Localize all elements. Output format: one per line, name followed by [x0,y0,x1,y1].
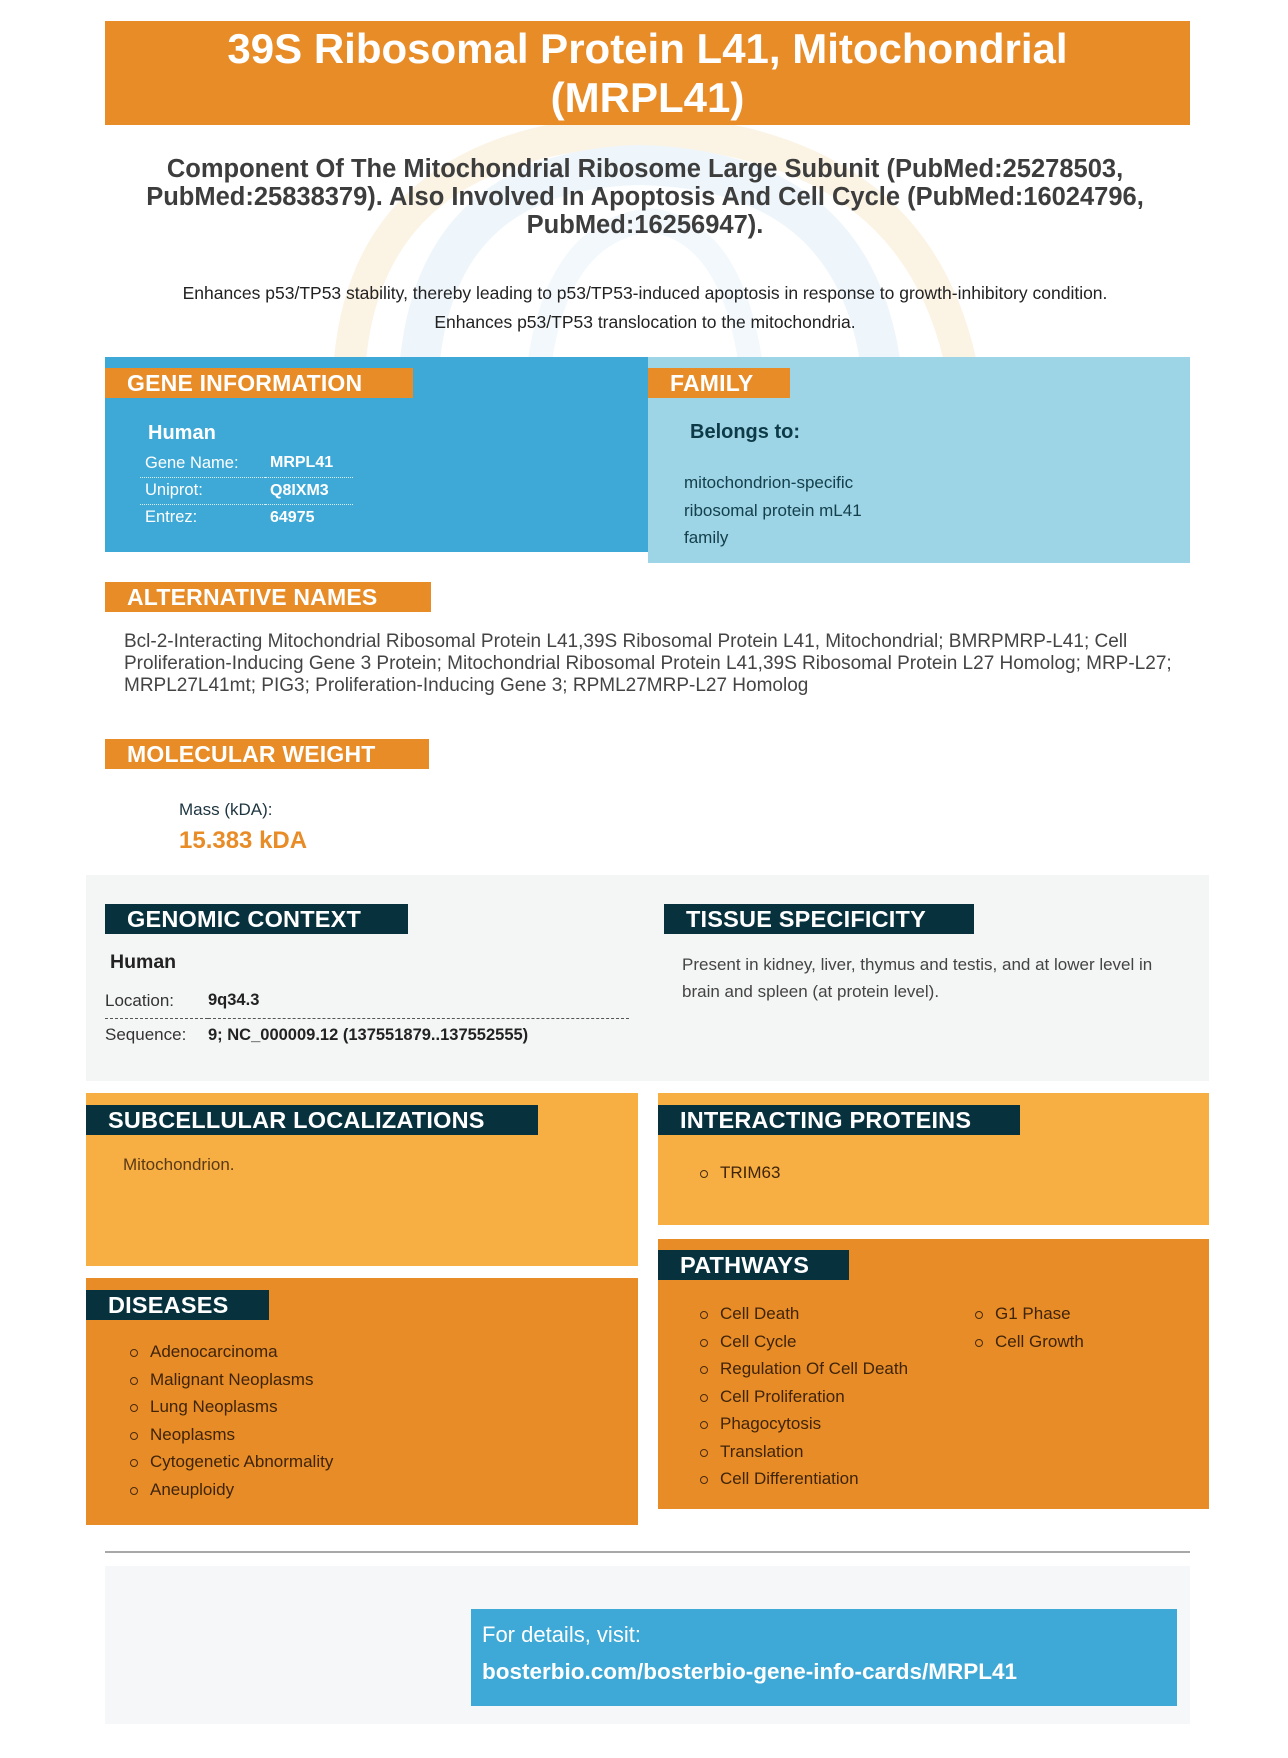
section-label-pathways: PATHWAYS [658,1250,849,1280]
genomic-key: Location: [105,984,208,1018]
list-item: Cell Cycle [700,1328,908,1356]
page-title: 39S Ribosomal Protein L41, Mitochondrial (MRPL41) [227,25,1068,121]
family-line: family [684,528,729,547]
list-item: Cytogenetic Abnormality [130,1448,333,1476]
diseases-panel [86,1278,638,1525]
function-description [120,279,1170,337]
genomic-species: Human [110,951,177,973]
section-label-interacting-proteins: INTERACTING PROTEINS [658,1105,1020,1135]
gene-information-panel [105,357,648,552]
list-item: Cell Death [700,1300,908,1328]
genomic-key: Sequence: [105,1025,187,1045]
section-label-subcellular-localizations: SUBCELLULAR LOCALIZATIONS [86,1105,538,1135]
list-item: Phagocytosis [700,1410,908,1438]
gene-info-key: Uniprot: [140,477,265,504]
list-item: Malignant Neoplasms [130,1366,333,1394]
list-item: Regulation Of Cell Death [700,1355,908,1383]
family-description [684,469,862,552]
section-label-gene-information: GENE INFORMATION [105,368,413,398]
section-label-family: FAMILY [648,368,790,398]
list-item: Neoplasms [130,1421,333,1449]
pathways-list-column-2 [975,1300,1084,1355]
section-label-molecular-weight: MOLECULAR WEIGHT [105,739,429,769]
pathways-panel [658,1239,1209,1509]
gene-info-value: Q8IXM3 [265,477,353,504]
genomic-row [105,1018,629,1052]
interacting-proteins-panel [658,1093,1209,1225]
section-label-genomic-context: GENOMIC CONTEXT [105,904,408,934]
details-lead-text: For details, visit: [482,1622,641,1647]
gene-info-table [140,450,353,531]
subcellular-localization-text: Mitochondrion. [123,1155,235,1174]
gene-info-row [140,477,353,504]
gene-info-row [140,450,353,477]
diseases-list [130,1338,333,1503]
tissue-specificity-text: Present in kidney, liver, thymus and testis, and at lower level in brain and spleen (at protein level). [682,955,1153,1001]
list-item: TRIM63 [700,1159,780,1187]
family-line: ribosomal protein mL41 [684,500,862,520]
details-link-box[interactable] [471,1609,1177,1706]
gene-info-key: Gene Name: [140,450,265,477]
gene-info-key: Entrez: [145,508,198,527]
function-line: Enhances p53/TP53 translocation to the mitochondria. [434,312,856,332]
section-label-tissue-specificity: TISSUE SPECIFICITY [664,904,974,934]
gene-info-row [140,504,353,531]
list-item: Aneuploidy [130,1476,333,1504]
list-item: G1 Phase [975,1300,1084,1328]
interacting-proteins-list [700,1159,780,1187]
list-item: Cell Proliferation [700,1383,908,1411]
list-item: Adenocarcinoma [130,1338,333,1366]
list-item: Lung Neoplasms [130,1393,333,1421]
family-panel [648,357,1190,563]
genomic-value: 9q34.3 [208,984,629,1018]
protein-summary: Component Of The Mitochondrial Ribosome Large Subunit (PubMed:25278503, PubMed:25838379). Also Involved In Apoptosis And Cell Cycle (PubMed:16024796, PubMed:16256947). [146,155,1144,239]
section-label-diseases: DISEASES [86,1290,269,1320]
gene-info-value: 64975 [270,508,315,526]
title-banner [105,21,1190,125]
gene-info-value: MRPL41 [265,450,353,477]
genomic-context-table [105,984,629,1052]
function-line: Enhances p53/TP53 stability, thereby leading to p53/TP53-induced apoptosis in response to growth-inhibitory condition. [182,283,1108,303]
list-item: Cell Differentiation [700,1465,908,1493]
subcellular-localizations-panel [86,1093,638,1266]
pathways-list-column-1 [700,1300,908,1493]
mass-value: 15.383 kDA [179,827,308,854]
divider [105,1551,1190,1553]
list-item: Cell Growth [975,1328,1084,1356]
gene-species: Human [148,422,216,444]
family-line: mitochondrion-specific [684,473,854,492]
belongs-to-label: Belongs to: [690,421,800,443]
details-link[interactable]: bosterbio.com/bosterbio-gene-info-cards/MRPL41 [482,1659,1018,1684]
mass-label: Mass (kDA): [179,800,273,819]
section-label-alternative-names: ALTERNATIVE NAMES [105,582,431,612]
list-item: Translation [700,1438,908,1466]
genomic-row [105,984,629,1018]
genomic-value: 9; NC_000009.12 (137551879..137552555) [208,1025,529,1044]
alternative-names-text: Bcl-2-Interacting Mitochondrial Ribosomal Protein L41,39S Ribosomal Protein L41, Mitochondrial; BMRPMRP-L41; Cell Proliferation-Inducing Gene 3 Protein; Mitochondrial Ribosomal Protein L41,39S Ribosomal Protein L27 Homolog; MRP-L27; MRPL27L41mt; PIG3; Proliferation-Inducing Gene 3; RPML27MRP-L27 Homolog [124,631,1172,696]
